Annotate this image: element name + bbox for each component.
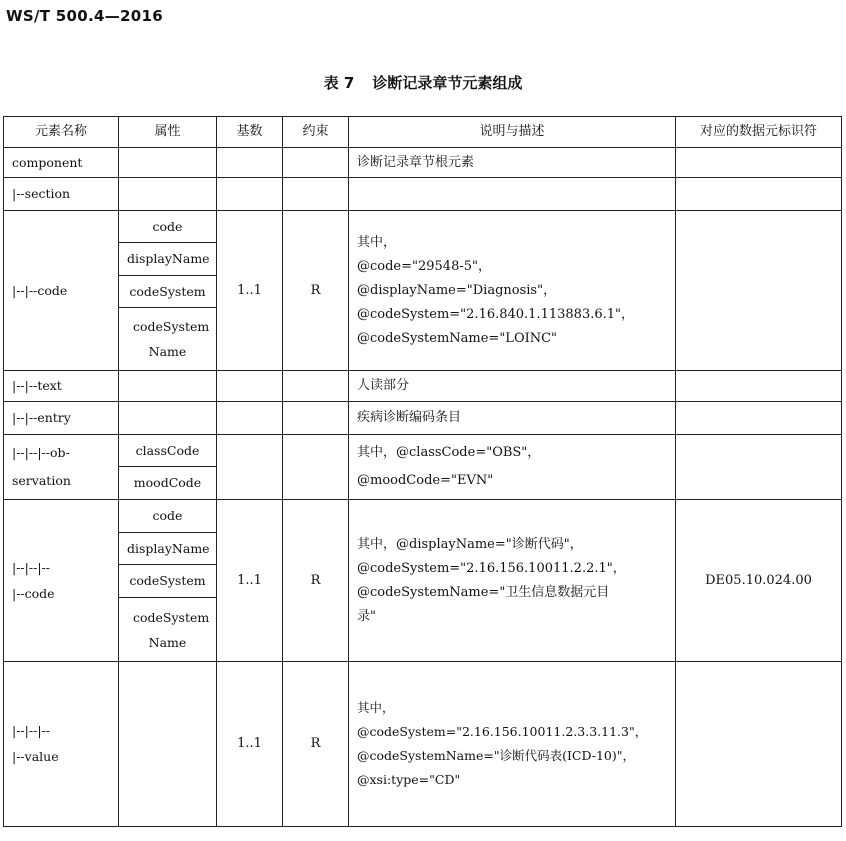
attribute-cell: codeSystem Name: [119, 308, 217, 371]
element-name-cell: |--|--code: [4, 211, 119, 371]
description-cell: 其中， @code="29548-5"， @displayName="Diagnosis"， @codeSystem="2.16.840.1.113883.6.1"， @codeSystemName="LOINC": [349, 211, 676, 371]
element-name-cell: |--|--|--ob- servation: [4, 435, 119, 500]
element-name-cell: |--|--|-- |--code: [4, 500, 119, 662]
attribute-cell: code: [119, 500, 217, 533]
table-row: [4, 500, 842, 533]
table-row: [4, 178, 842, 211]
description-cell: 诊断记录章节根元素: [349, 148, 676, 178]
col-header-attribute: 属性: [119, 117, 217, 148]
description-cell: 其中，@displayName="诊断代码"， @codeSystem="2.16.156.10011.2.2.1"， @codeSystemName="卫生信息数据元目 录": [349, 500, 676, 662]
description-cell: 人读部分: [349, 371, 676, 402]
col-header-element-name: 元素名称: [4, 117, 119, 148]
col-header-description: 说明与描述: [349, 117, 676, 148]
table-row: [4, 402, 842, 435]
attribute-cell: classCode: [119, 435, 217, 467]
col-header-constraint: 约束: [283, 117, 349, 148]
cardinality-cell: 1..1: [217, 500, 283, 662]
attribute-cell: displayName: [119, 533, 217, 565]
standard-number: WS/T 500.4—2016: [6, 7, 163, 25]
attribute-cell: codeSystem: [119, 276, 217, 308]
attribute-cell: displayName: [119, 243, 217, 276]
col-header-cardinality: 基数: [217, 117, 283, 148]
attribute-cell: codeSystem Name: [119, 598, 217, 662]
description-cell: 其中，@classCode="OBS"， @moodCode="EVN": [349, 435, 676, 500]
element-table: [3, 116, 842, 827]
table-header-row: [4, 117, 842, 148]
table-row: [4, 371, 842, 402]
table-caption: [0, 72, 846, 93]
data-element-id-cell: DE05.10.024.00: [676, 500, 842, 662]
col-header-data-element-id: 对应的数据元标识符: [676, 117, 842, 148]
constraint-cell: R: [283, 662, 349, 827]
element-name-cell: |--section: [4, 178, 119, 211]
attribute-cell: code: [119, 211, 217, 243]
table-number: 表 7: [323, 74, 355, 92]
cardinality-cell: 1..1: [217, 662, 283, 827]
table-row: [4, 435, 842, 467]
element-name-cell: component: [4, 148, 119, 178]
element-name-cell: |--|--entry: [4, 402, 119, 435]
table-title: 诊断记录章节元素组成: [372, 74, 523, 92]
cardinality-cell: 1..1: [217, 211, 283, 371]
element-name-cell: |--|--text: [4, 371, 119, 402]
element-name-cell: |--|--|-- |--value: [4, 662, 119, 827]
description-cell: 疾病诊断编码条目: [349, 402, 676, 435]
constraint-cell: R: [283, 211, 349, 371]
table-row: [4, 662, 842, 827]
table-row: [4, 211, 842, 243]
constraint-cell: R: [283, 500, 349, 662]
attribute-cell: moodCode: [119, 467, 217, 500]
attribute-cell: codeSystem: [119, 565, 217, 598]
table-row: [4, 148, 842, 178]
description-cell: 其中， @codeSystem="2.16.156.10011.2.3.3.11.3"， @codeSystemName="诊断代码表(ICD-10)"， @xsi:type="CD": [349, 662, 676, 827]
